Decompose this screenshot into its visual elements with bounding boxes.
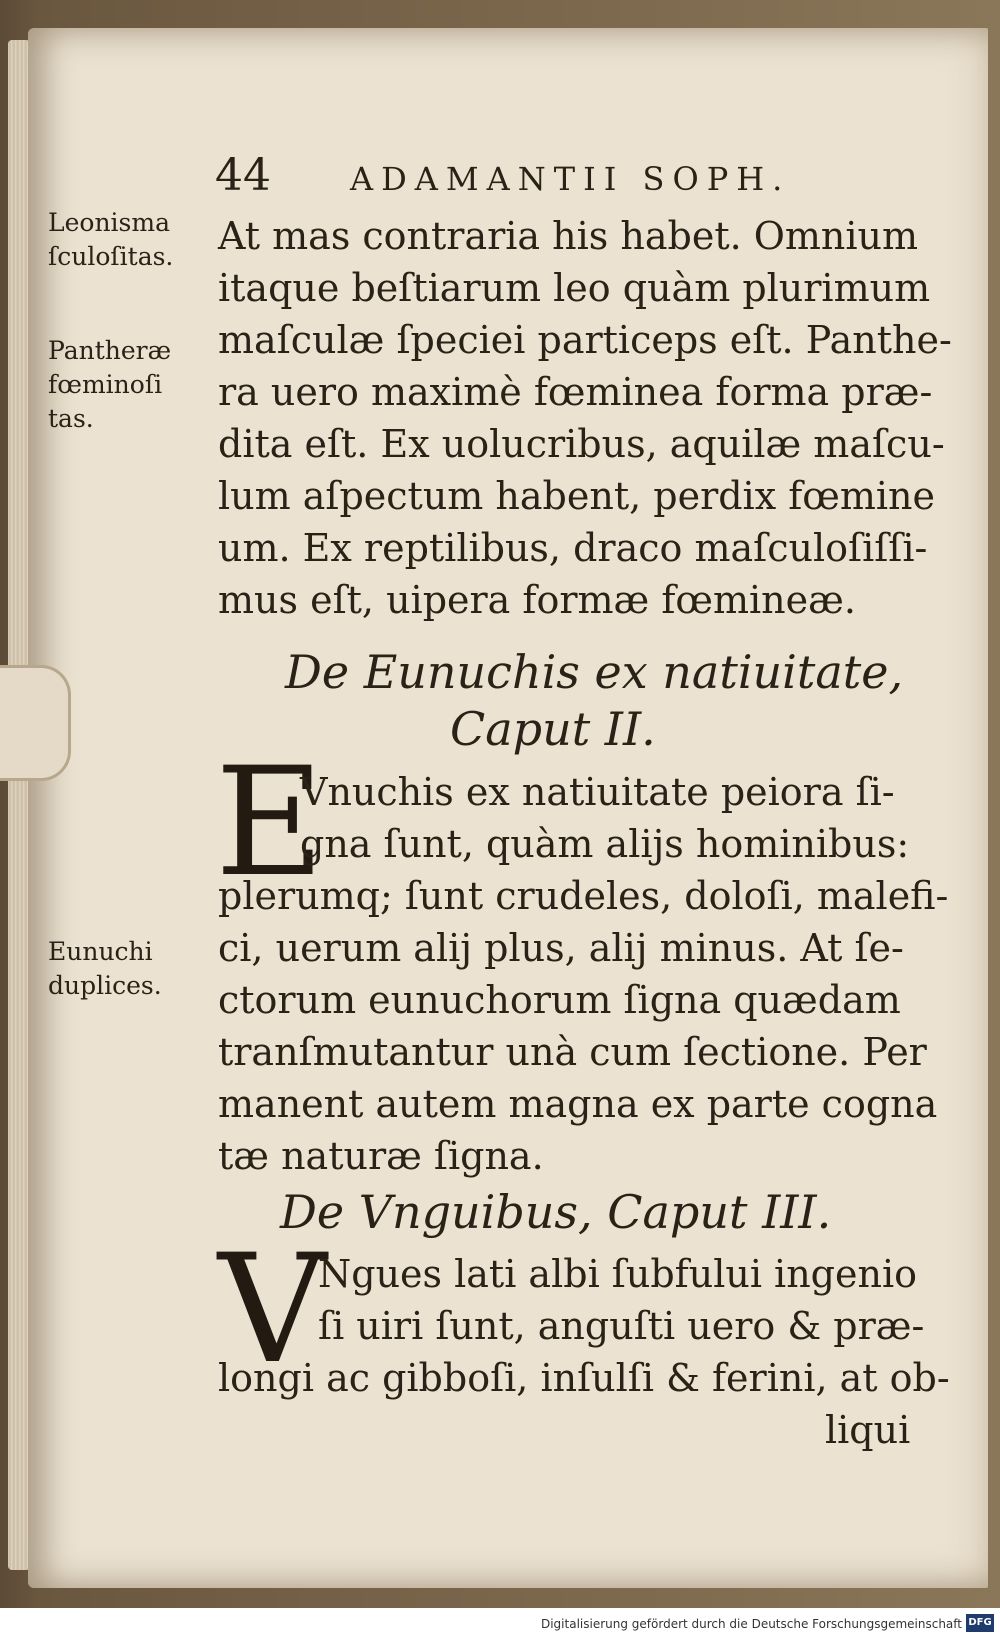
running-title: ADAMANTII SOPH. [350,160,791,198]
chapter-2-title: De Eunuchis ex natiuitate, [285,645,904,699]
text-line: ci, uerum alij plus, alij minus. At ſe- [218,926,904,970]
margin-note [48,935,208,1003]
text-line: dita eſt. Ex uolucribus, aquilæ maſcu- [218,422,945,466]
text-line: tranſmutantur unà cum ſectione. Per [218,1030,927,1074]
text-line: gna ſunt, quàm alijs hominibus: [300,822,910,866]
page-number: 44 [215,150,271,201]
chapter-3-title: De Vnguibus, Caput III. [280,1185,832,1239]
margin-note [48,206,208,274]
text-line: tæ naturæ ſigna. [218,1134,544,1178]
margin-note [48,334,208,436]
margin-note-line: Leonisma [48,208,170,237]
margin-note-line: duplices. [48,971,162,1000]
text-line: ſi uiri ſunt, anguſti uero & præ- [318,1304,925,1348]
text-line: plerumq; ſunt crudeles, doloſi, malefi- [218,874,949,918]
margin-note-line: Pantheræ [48,336,172,365]
text-line: lum aſpectum habent, perdix fœmine [218,474,936,518]
text-line: itaque beſtiarum leo quàm plurimum [218,266,931,310]
text-line: manent autem magna ex parte cogna [218,1082,938,1126]
drop-cap: V [218,1223,327,1397]
text-line: mus eſt, uipera formæ fœmineæ. [218,578,856,622]
page-header [215,150,815,210]
text-line: ra uero maximè fœminea forma præ- [218,370,933,414]
text-line: Ngues lati albi ſubfului ingenio [318,1252,918,1296]
drop-cap: E [215,736,325,910]
margin-note-line: fœminoſi [48,370,163,399]
margin-note-line: ſculoſitas. [48,242,174,271]
text-line: Vnuchis ex natiuitate peiora ſi- [300,770,895,814]
page-tab-notch [0,665,71,781]
dfg-logo: DFG [966,1614,994,1632]
page-stack-edge [8,40,30,1570]
text-line: maſculæ ſpeciei particeps eſt. Panthe- [218,318,952,362]
margin-note-line: tas. [48,404,94,433]
margin-note-line: Eunuchi [48,937,153,966]
text-line: ctorum eunuchorum ſigna quædam [218,978,901,1022]
text-line: longi ac gibboſi, inſulſi & ferini, at ob- [218,1356,950,1400]
footer-credit: Digitalisierung gefördert durch die Deutsche Forschungsgemeinschaft [540,1617,962,1631]
text-line: liqui [825,1408,911,1452]
text-line: At mas contraria his habet. Omnium [218,214,919,258]
chapter-2-caput: Caput II. [450,702,656,756]
text-line: um. Ex reptilibus, draco maſculoſiſſi- [218,526,928,570]
